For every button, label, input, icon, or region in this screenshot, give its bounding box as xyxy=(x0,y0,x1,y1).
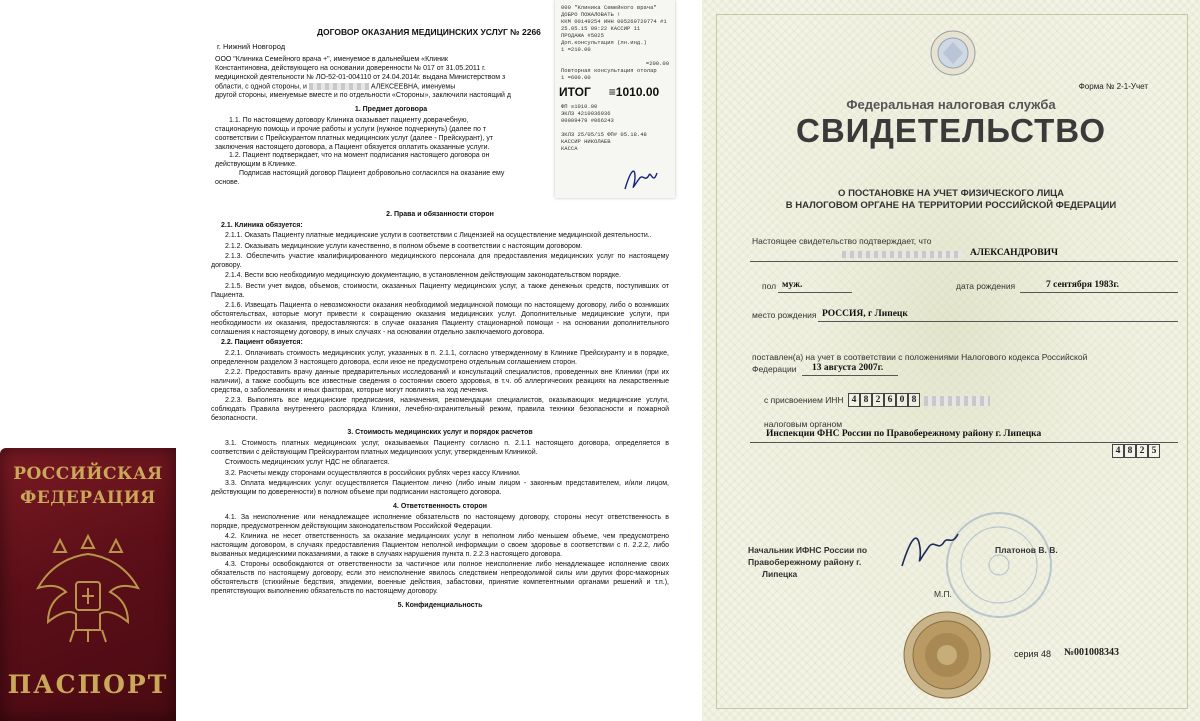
contract-intro-line: другой стороны, именуемые вместе и по отдельности «Стороны», заключили настоящий д xyxy=(215,91,511,99)
chief-title-line3: Липецка xyxy=(762,569,798,579)
receipt-total-label: ИТОГ xyxy=(559,85,591,99)
section-heading: 5. Конфиденциальность xyxy=(397,601,483,609)
inn-digit: 0 xyxy=(896,393,908,407)
passport-cover xyxy=(0,448,176,721)
receipt-total xyxy=(555,85,675,99)
receipt-line: КАССИР НИКОЛАЕВ xyxy=(561,138,611,145)
contract-intro-line: медицинской деятельности № ЛО-52-01-004110 от 24.04.2014г. выдана Министерством з xyxy=(215,73,506,81)
registered-label-2: Федерации xyxy=(752,364,797,374)
contract-paragraph: Подписав настоящий договор Пациент добровольно согласился на оказание ему xyxy=(239,170,505,178)
contract-intro-line: ООО "Клиника Семейного врача +", именуемое в дальнейшем «Клиник xyxy=(215,56,448,63)
dob-value: 7 сентября 1983г. xyxy=(1046,280,1119,290)
underline xyxy=(818,321,1178,322)
receipt-line: ФП ≡1010.00 xyxy=(561,103,598,110)
contract-paragraph: 2.1.2. Оказывать медицинские услуги качественно, в полном объеме в соответствии с настоящим договором. xyxy=(225,242,583,250)
receipt-line: ККМ 00149254 ИНН 005260720774 #1 xyxy=(561,18,667,25)
contract-body xyxy=(211,206,669,613)
registered-label: поставлен(а) на учет в соответствии с положениями Налогового кодекса Российской xyxy=(752,352,1088,362)
series-value: 48 xyxy=(1040,649,1051,659)
contract-paragraph: 2.2.1. Оплачивать стоимость медицинских услуг, указанных в п. 2.1.1, согласно утвержденному в Клинике Прейскуранту и в порядке, определенном разделом 3 настоящего договора, если иное не предусмотрено отдельным соглашением сторон. xyxy=(211,349,669,366)
contract-paragraph: 2.1.3. Обеспечить участие квалифицированного медицинского персонала для предоставления медицинских услуг по настоящему договору. xyxy=(211,253,669,270)
inn-label: с присвоением ИНН xyxy=(764,395,844,405)
contract-paragraph: 2.1.6. Извещать Пациента о невозможности оказания необходимой медицинской помощи по настоящему договору, либо о возникших обстоятельствах, которые могут привести к сокращению оказания медицинских услуг. Дополнительные медицинские услуги, при необходимости их оказания, предоставляются: в случае оказания Пациенту стационарной помощи - на основании дополнительного соглашения к настоящему договору, в иных случаях - на основании отдельно заключаемого договора. xyxy=(211,302,669,336)
tax-office-code-digit: 2 xyxy=(1136,444,1148,458)
underline xyxy=(802,375,898,376)
tax-body-label: налоговым органом xyxy=(764,419,843,429)
contract-intro-line: Константиновна, действующего на основании доверенности № 017 от 31.05.2011 г. xyxy=(215,64,486,72)
contract-intro-line: области, с одной стороны, и xyxy=(215,83,307,91)
contract-paragraph: соответствии с Прейскурантом платных медицинских услуг (далее - Прейскурант), ут xyxy=(215,134,494,142)
receipt-line: ЭКЛЗ 4210036936 xyxy=(561,110,611,117)
contract-paragraph: 3.2. Расчеты между сторонами осуществляются в российских рублях через кассу Клиники. xyxy=(225,469,521,477)
contract-paragraph: 2.1.1. Оказать Пациенту платные медицинские услуги в соответствии с Лицензией на осуществление медицинской деятельности.. xyxy=(225,232,652,240)
receipt-line: 00009479 #066243 xyxy=(561,117,614,124)
series-label xyxy=(1014,649,1051,659)
agency-name: Федеральная налоговая служба xyxy=(846,97,1056,112)
receipt-total-value: ≡1010.00 xyxy=(608,85,660,99)
section-heading: 4. Ответственность сторон xyxy=(393,502,487,510)
passport-word: ПАСПОРТ xyxy=(7,670,169,699)
receipt-line: 000 "Клиника Семейного врача" xyxy=(561,4,657,11)
receipt-signature-icon xyxy=(621,165,661,195)
passport-country-line2: ФЕДЕРАЦИЯ xyxy=(20,488,156,508)
chief-signature-icon xyxy=(894,528,964,572)
contract-paragraph: 4.2. Клиника не несет ответственность за оказание медицинских услуг в неполном либо меньшем объеме, чем предусмотрено настоящим договором, в случаях предоставления Пациентом неполной информации о своем здоровье в соответствии с п. 2.2.2, либо вызванных медицинскими показаниями, а также в случаях нарушения пункта п. 2.2.3 настоящего договора. xyxy=(211,533,669,558)
contract-paragraph: 2.2.2. Предоставить врачу данные предварительных исследований и консультаций специалистов, проведенных вне Клиники (при их наличии), а также сообщить все известные сведения о состоянии своего здоровья, в т.ч. об аллергических реакциях на лекарственные средства, о заболеваниях и иных факторах, которые могут повлиять на ход лечения. xyxy=(211,369,669,394)
registered-date: 13 августа 2007г. xyxy=(812,363,884,373)
contract-paragraph: заключения настоящего договора, а Пациент обязуется оплатить оказанные услуги. xyxy=(215,143,490,151)
redacted-name xyxy=(309,83,369,90)
dob-label: дата рождения xyxy=(956,281,1016,291)
underline xyxy=(778,292,852,293)
medical-contract-document xyxy=(189,0,690,721)
contract-paragraph: 3.3. Оплата медицинских услуг осуществляется Пациентом лично (либо иным лицом - законным представителем, и/или лицом, действующим по доверенности) в полном объеме при подписании настоящего договора. xyxy=(211,479,669,496)
contract-paragraph: 2.1.5. Вести учет видов, объемов, стоимости, оказанных Пациенту медицинских услуг, а также денежных средств, поступивших от Пациента. xyxy=(211,282,669,299)
section-heading: 3. Стоимость медицинских услуг и порядок расчетов xyxy=(347,428,533,436)
chief-title-line2: Правобережному району г. xyxy=(748,557,862,567)
coat-of-arms-emblem xyxy=(30,526,146,646)
contract-title: ДОГОВОР ОКАЗАНИЯ МЕДИЦИНСКИХ УСЛУГ № 2266 xyxy=(317,27,541,37)
contract-paragraph: 4.1. За неисполнение или ненадлежащее исполнение обязательств по настоящему договору, стороны несут ответственность в порядке, предусмотренном действующим законодательством Российской Федерации. xyxy=(211,513,669,530)
contract-paragraph: Стоимость медицинских услуг НДС не облагается. xyxy=(225,459,390,467)
inn-digit: 8 xyxy=(860,393,872,407)
tax-certificate xyxy=(702,0,1200,721)
passport-country-line1: РОССИЙСКАЯ xyxy=(13,464,163,484)
underline xyxy=(1020,292,1178,293)
tax-office-code-digit: 4 xyxy=(1112,444,1124,458)
receipt-line: ПРОДАЖА #5025 xyxy=(561,32,604,39)
contract-paragraph: 4.3. Стороны освобождаются от ответственности за частичное или полное неисполнение либо ненадлежащее исполнение своих обязательств по настоящему договору, если это неисполнение явилось следствием непреодолимой силы или других форс-мажорных обстоятельств (стихийные бедствия, эпидемии, военные действия, забастовки, принятие компетентными органами решений и т.п.), препятствующих выполнению обязательств по настоящему договору. xyxy=(211,561,669,595)
underline xyxy=(750,261,1178,262)
inn-digit: 4 xyxy=(848,393,860,407)
seal-place-mark: М.П. xyxy=(934,589,952,599)
pob-label: место рождения xyxy=(752,310,817,320)
sex-value: муж. xyxy=(782,280,803,290)
subsection-heading: 2.2. Пациент обязуется: xyxy=(221,339,303,347)
receipt-line: =200.00 xyxy=(645,60,669,67)
receipt-line: 25.05.15 09:22 КАССИР 11 xyxy=(561,25,641,32)
sex-label: пол xyxy=(762,281,777,291)
contract-city: г. Нижний Новгород xyxy=(217,42,286,51)
inn-digit: 2 xyxy=(872,393,884,407)
contract-intro-line: АЛЕКСЕЕВНА, именуемы xyxy=(370,83,456,91)
tax-body-value: Инспекции ФНС России по Правобережному району г. Липецка xyxy=(766,429,1042,439)
tax-office-code-digit: 8 xyxy=(1124,444,1136,458)
confirms-label: Настоящее свидетельство подтверждает, что xyxy=(752,236,932,246)
pob-value: РОССИЯ, г Липецк xyxy=(822,309,908,319)
contract-paragraph: стационарную помощь и прочие работы и услуги (нужное подчеркнуть) (далее по т xyxy=(215,125,487,133)
series-label-text: серия xyxy=(1014,649,1039,659)
redacted-surname xyxy=(842,251,962,258)
receipt-line xyxy=(555,53,675,60)
hologram-seal-icon xyxy=(928,28,978,78)
receipt-line: 1 =600.00 xyxy=(561,74,591,81)
chief-name: Платонов В. В. xyxy=(995,545,1058,555)
section-heading: 1. Предмет договора xyxy=(354,105,428,113)
underline xyxy=(750,442,1178,443)
gold-rosette-seal-icon xyxy=(902,610,992,700)
contract-paragraph: действующим в Клинике. xyxy=(215,161,297,169)
receipt-line xyxy=(555,124,675,131)
inn-digit: 6 xyxy=(884,393,896,407)
inn-digit: 8 xyxy=(908,393,920,407)
certificate-title: СВИДЕТЕЛЬСТВО xyxy=(796,112,1106,149)
contract-paragraph: 1.2. Пациент подтверждает, что на момент подписания настоящего договора он xyxy=(229,152,490,160)
chief-title-line1: Начальник ИФНС России по xyxy=(748,545,868,555)
certificate-subtitle-1: О ПОСТАНОВКЕ НА УЧЕТ ФИЗИЧЕСКОГО ЛИЦА xyxy=(838,188,1064,199)
receipt-line: Повторная консультация отолар xyxy=(561,67,657,74)
receipt-line: КАССА xyxy=(561,145,578,152)
receipt-line: Доп.консультация (лн.инд.) xyxy=(561,39,647,46)
contract-paragraph: 2.1.4. Вести всю необходимую медицинскую документацию, в установленном действующим законодательством порядке. xyxy=(225,272,621,280)
receipt-line: 1 =210.00 xyxy=(561,46,591,53)
contract-paragraph: 1.1. По настоящему договору Клиника оказывает пациенту доврачебную, xyxy=(229,116,469,124)
contract-paragraph: основе. xyxy=(215,179,240,187)
section-heading: 2. Права и обязанности сторон xyxy=(386,211,494,218)
form-number: Форма № 2-1-Учет xyxy=(1078,82,1148,91)
certificate-number: №001008343 xyxy=(1064,647,1120,658)
contract-paragraph: 2.2.3. Выполнять все медицинские предписания, назначения, рекомендации специалистов, оказывающих медицинские услуги, соблюдать Правила внутреннего распорядка Клиники, лечебно-охранительный режим, правила техники безопасности и пожарной безопасности. xyxy=(211,397,669,423)
redacted-inn-digits xyxy=(924,396,990,406)
certificate-subtitle-2: В НАЛОГОВОМ ОРГАНЕ НА ТЕРРИТОРИИ РОССИЙСКОЙ ФЕДЕРАЦИИ xyxy=(785,200,1117,211)
subsection-heading: 2.1. Клиника обязуется: xyxy=(221,221,303,229)
receipt-line: ДОБРО ПОЖАЛОВАТЬ ! xyxy=(561,11,621,18)
contract-paragraph: 3.1. Стоимость платных медицинских услуг, оказываемых Пациенту согласно п. 2.1.1 настоящего договора, определяется в соответствии с действующим Прейскурантом платных медицинских услуг, утвержденным Клиникой. xyxy=(211,439,669,456)
person-name: АЛЕКСАНДРОВИЧ xyxy=(970,248,1058,258)
contract-intro xyxy=(215,56,567,188)
receipt-line: ЗКЛЗ 25/05/15 ФП# 05.18.48 xyxy=(561,131,647,138)
tax-office-code-digit: 5 xyxy=(1148,444,1160,458)
